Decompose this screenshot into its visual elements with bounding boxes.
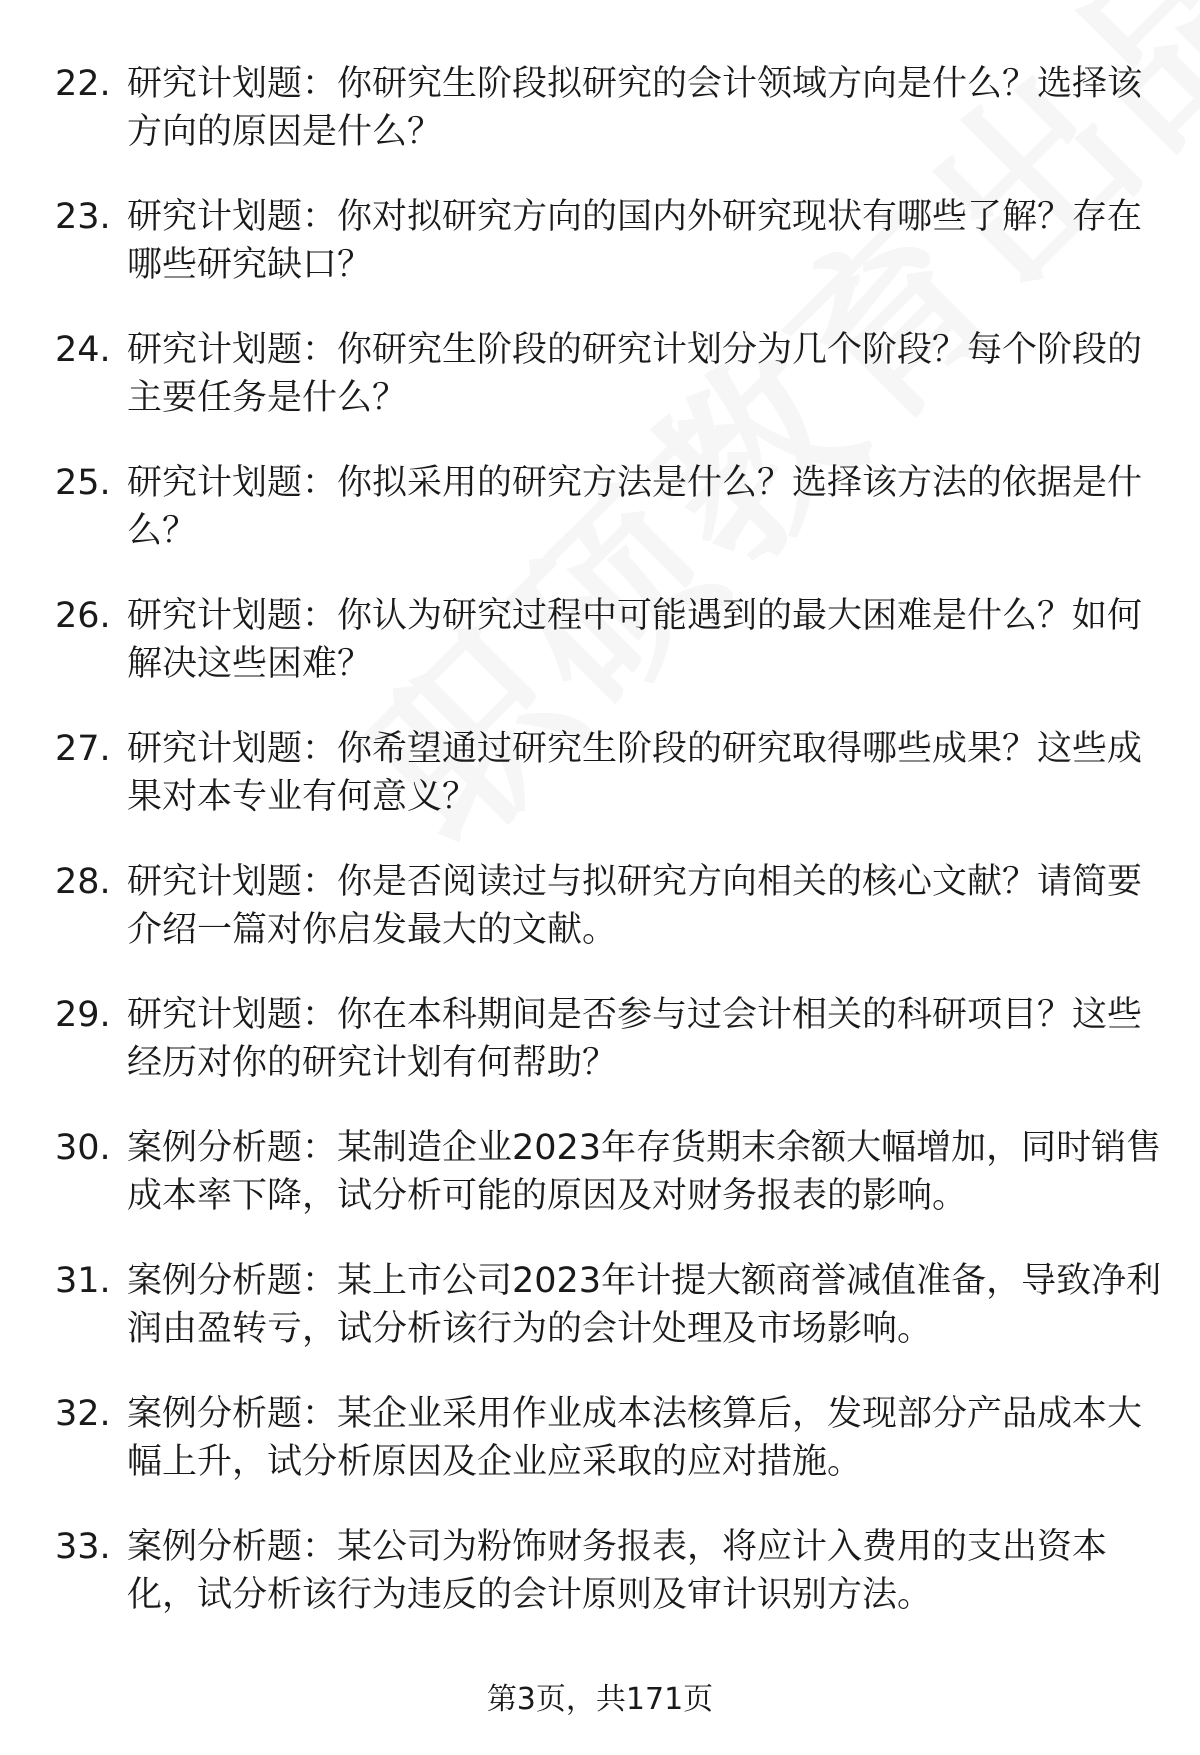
question-text: 研究计划题：你研究生阶段拟研究的会计领域方向是什么？选择该方向的原因是什么？ [127, 64, 1143, 152]
question-item [55, 326, 1165, 422]
question-item [55, 725, 1165, 821]
question-text: 案例分析题：某上市公司2023年计提大额商誉减值准备，导致净利润由盈转亏，试分析该行为的会计处理及市场影响。 [127, 1261, 1162, 1349]
question-number: 33. [55, 1527, 111, 1567]
page-number-label: 第3页，共171页 [486, 1682, 714, 1717]
question-number: 27. [55, 729, 111, 769]
page-footer [0, 1680, 1200, 1720]
question-number: 32. [55, 1394, 111, 1434]
question-item [55, 459, 1165, 555]
question-text: 研究计划题：你希望通过研究生阶段的研究取得哪些成果？这些成果对本专业有何意义？ [127, 729, 1143, 817]
question-number: 24. [55, 330, 111, 370]
question-number: 23. [55, 197, 111, 237]
question-text: 案例分析题：某公司为粉饰财务报表，将应计入费用的支出资本化，试分析该行为违反的会计原则及审计识别方法。 [127, 1527, 1108, 1615]
question-text: 研究计划题：你对拟研究方向的国内外研究现状有哪些了解？存在哪些研究缺口？ [127, 197, 1143, 285]
question-item [55, 1124, 1165, 1220]
question-item [55, 1257, 1165, 1353]
question-text: 研究计划题：你是否阅读过与拟研究方向相关的核心文献？请简要介绍一篇对你启发最大的文献。 [127, 862, 1143, 950]
question-item [55, 1523, 1165, 1619]
question-text: 研究计划题：你拟采用的研究方法是什么？选择该方法的依据是什么？ [127, 463, 1143, 551]
question-number: 22. [55, 64, 111, 104]
question-item [55, 858, 1165, 954]
question-item [55, 991, 1165, 1087]
question-number: 30. [55, 1128, 111, 1168]
question-list [55, 60, 1165, 1656]
question-text: 案例分析题：某制造企业2023年存货期末余额大幅增加，同时销售成本率下降，试分析可能的原因及对财务报表的影响。 [127, 1128, 1162, 1216]
question-text: 案例分析题：某企业采用作业成本法核算后，发现部分产品成本大幅上升，试分析原因及企业应采取的应对措施。 [127, 1394, 1143, 1482]
question-number: 29. [55, 995, 111, 1035]
question-text: 研究计划题：你认为研究过程中可能遇到的最大困难是什么？如何解决这些困难？ [127, 596, 1143, 684]
question-item [55, 193, 1165, 289]
question-text: 研究计划题：你研究生阶段的研究计划分为几个阶段？每个阶段的主要任务是什么？ [127, 330, 1143, 418]
question-item [55, 60, 1165, 156]
question-number: 25. [55, 463, 111, 503]
question-number: 31. [55, 1261, 111, 1301]
question-number: 28. [55, 862, 111, 902]
question-item [55, 1390, 1165, 1486]
question-number: 26. [55, 596, 111, 636]
question-text: 研究计划题：你在本科期间是否参与过会计相关的科研项目？这些经历对你的研究计划有何帮助？ [127, 995, 1143, 1083]
question-item [55, 592, 1165, 688]
